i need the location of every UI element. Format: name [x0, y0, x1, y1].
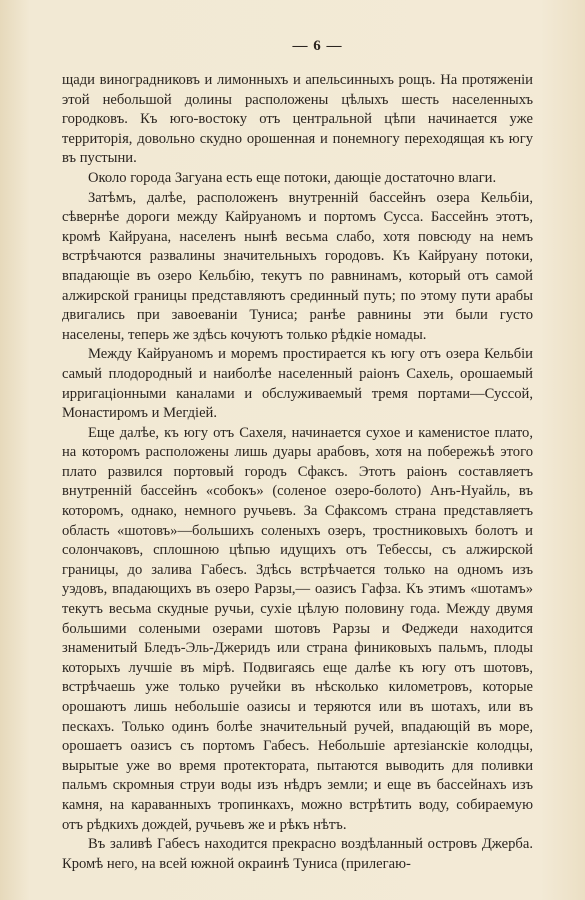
paragraph-4: Между Кайруаномъ и моремъ простирается къ югу отъ озера Кельбіи самый плодородный и наиболѣе населенный раіонъ Сахель, орошаемый ирригаціонными каналами и обслуживаемый тремя портами—Суссой, Монастиромъ и Мегдіей. — [62, 346, 533, 422]
paragraph-2: Около города Загуана есть еще потоки, дающіе достаточно влаги. — [88, 169, 497, 186]
paragraph-3: Затѣмъ, далѣе, расположенъ внутренній бассейнъ озера Кельбіи, сѣвернѣе дороги между Кайруаномъ и портомъ Сусса. Бассейнъ этотъ, кромѣ Кайруана, населенъ нынѣ весьма слабо, хотя повсюду на немъ встрѣчаются развалины значительныхъ городовъ. Къ Кайруану потоки, впадающіе въ озеро Кельбію, текутъ по равнинамъ, который отъ самой алжирской границы представляютъ срединный путь; по этому пути арабы двигались при завоеваніи Туниса; ранѣе равнины эти были густо населены, теперь же здѣсь кочуютъ только рѣдкіе номады. — [62, 189, 533, 343]
paragraph-5: Еще далѣе, къ югу отъ Сахеля, начинается сухое и каменистое плато, на которомъ расположены лишь дуары арабовъ, хотя на побережьѣ этого плато развился портовый городъ Сфаксъ. Этотъ раіонъ составляетъ внутренній бассейнъ «собокъ» (соленое озеро-болото) Анъ-Нуайль, въ которомъ, однако, немного ручьевъ. За Сфаксомъ страна представляетъ область «шотовъ»—большихъ соленыхъ озеръ, тростниковыхъ болотъ и солончаковъ, сплошною цѣпью идущихъ отъ Тебессы, съ алжирской границы, до залива Габесъ. Здѣсь встрѣчается только на одномъ изъ уэдовъ, впадающихъ въ озеро Рарзы,— оазисъ Гафза. Къ этимъ «шотамъ» текутъ весьма скудные ручьи, сухіе цѣлую половину года. Между двумя большими солеными озерами шотовъ Рарзы и Феджеди находится знаменитый Бледъ-Эль-Джеридъ или страна финиковыхъ пальмъ, плоды которыхъ лучшіе въ мірѣ. Подвигаясь еще далѣе къ югу отъ шотовъ, встрѣчаешь уже только ручейки въ нѣсколько километровъ, которые орошаютъ лишь небольшіе оазисы и теряются или въ шотахъ, или въ пескахъ. Только одинъ болѣе значительный ручей, впадающій въ море, орошаетъ оазисъ съ портомъ Габесъ. Небольшіе артезіанскіе колодцы, вырытые уже во время протектората, пытаются выводить для поливки пальмъ скромныя струи воды изъ нѣдръ земли; и еще въ бассейнахъ изъ камня, на караванныхъ тропинкахъ, можно встрѣтить воду, собираемую отъ рѣдкихъ дождей, ручьевъ же и рѣкъ нѣтъ. — [62, 424, 533, 833]
page-number: — 6 — — [292, 38, 343, 54]
paragraph-6: Въ заливѣ Габесъ находится прекрасно воздѣланный островъ Джерба. Кромѣ него, на всей южной окраинѣ Туниса (прилегаю- — [62, 836, 533, 872]
body-text — [62, 71, 533, 874]
paragraph-1: щади виноградниковъ и лимонныхъ и апельсинныхъ рощъ. На протяженіи этой небольшой долины расположены цѣлыхъ шесть населенныхъ городковъ. Къ юго-востоку отъ центральной цѣпи начинается уже территорія, довольно скудно орошенная и понемногу переходящая къ югу въ пустыни. — [62, 72, 533, 167]
